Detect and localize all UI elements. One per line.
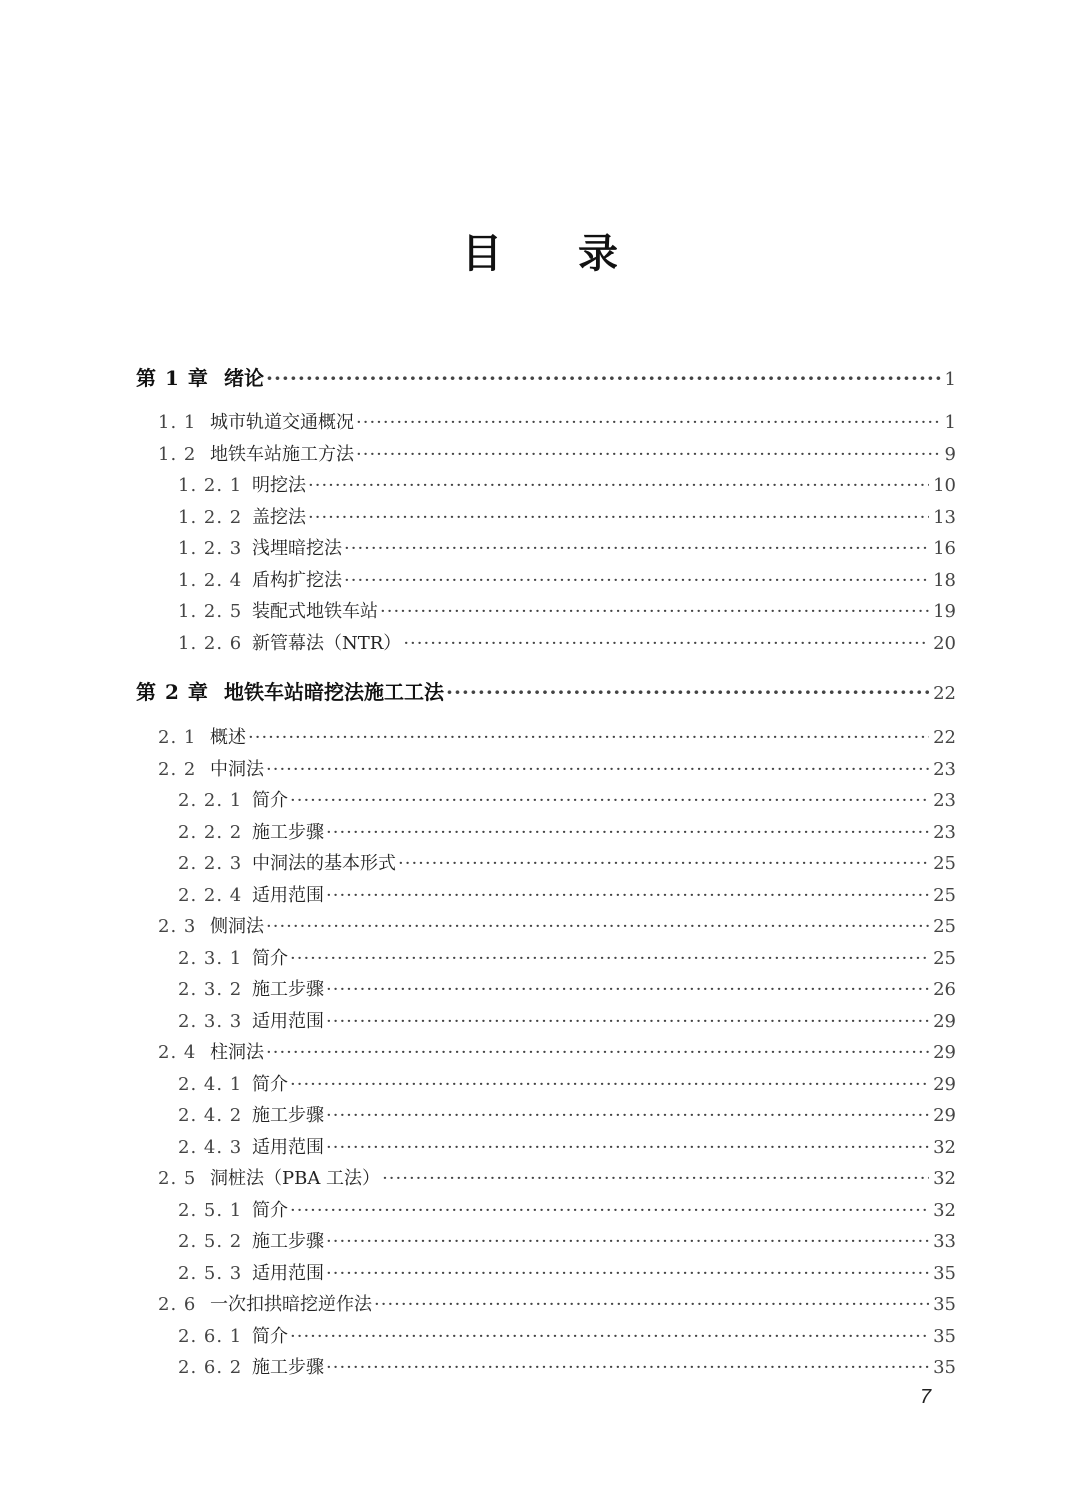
toc-page-number: 35 [933,1294,956,1315]
toc-entry-subsection [178,1322,956,1348]
toc-page-number: 25 [933,853,956,874]
toc-label: 地铁车站暗挖法施工工法 [224,680,444,704]
toc-page-number: 25 [933,916,956,937]
toc-page-number: 29 [933,1011,956,1032]
dot-leader [356,412,941,433]
dot-leader [326,885,929,906]
toc-label: 明挖法 [252,475,306,496]
dot-leader [326,1105,929,1126]
dot-leader [398,853,929,874]
toc-number: 2. 4. 2 [178,1105,243,1126]
toc-entry-subsection [178,629,956,655]
dot-leader [446,680,929,704]
toc-number: 2. 6. 2 [178,1357,243,1378]
dot-leader [290,948,929,969]
toc-number: 1. 2. 1 [178,475,243,496]
toc-label: 适用范围 [252,1263,324,1284]
toc-number: 2. 2. 1 [178,790,243,811]
toc-number: 2. 4. 3 [178,1137,243,1158]
toc-number: 2. 6 [158,1294,197,1315]
toc-page-number: 32 [933,1200,956,1221]
toc-page-number: 32 [933,1168,956,1189]
toc-page-number: 22 [933,727,956,748]
toc-entry-section [158,723,956,749]
toc-number: 2. 4. 1 [178,1074,243,1095]
toc-label: 装配式地铁车站 [252,601,378,622]
dot-leader [326,1263,929,1284]
toc-label: 施工步骤 [252,822,324,843]
dot-leader [266,759,929,780]
dot-leader [326,1137,929,1158]
toc-page-number: 25 [933,948,956,969]
toc-label: 施工步骤 [252,1105,324,1126]
dot-leader [290,1074,929,1095]
toc-number: 2. 5. 2 [178,1231,243,1252]
toc-entry-section [158,408,956,434]
toc-entry-subsection [178,975,956,1001]
toc-page-number: 35 [933,1263,956,1284]
dot-leader [403,633,929,654]
toc-entry-subsection [178,534,956,560]
toc-entry-subsection [178,818,956,844]
toc-number: 2. 3. 1 [178,948,243,969]
toc-label: 施工步骤 [252,1357,324,1378]
toc-label: 中洞法 [210,759,264,780]
toc-number: 2. 2. 4 [178,885,243,906]
dot-leader [326,1357,929,1378]
toc-entry-subsection [178,1353,956,1379]
toc-entry-subsection [178,1133,956,1159]
toc-page-number: 19 [933,601,956,622]
toc-number: 2. 4 [158,1042,197,1063]
dot-leader [326,1011,929,1032]
toc-page-number: 35 [933,1326,956,1347]
toc-label: 概述 [210,727,246,748]
toc-label: 简介 [252,1200,288,1221]
toc-page-number: 20 [933,633,956,654]
toc-page-number: 18 [933,570,956,591]
toc-number: 2. 3 [158,916,197,937]
toc-number: 1. 2. 2 [178,507,243,528]
toc-entry-subsection [178,471,956,497]
toc-entry-subsection [178,786,956,812]
toc-entry-chapter [136,362,956,391]
toc-page-number: 23 [933,790,956,811]
toc-label: 洞桩法（PBA 工法） [210,1168,381,1189]
toc-label: 中洞法的基本形式 [252,853,396,874]
toc-page-number: 23 [933,822,956,843]
toc-label: 简介 [252,948,288,969]
toc-entry-subsection [178,503,956,529]
toc-number: 2. 3. 3 [178,1011,243,1032]
page-number: 7 [920,1386,932,1408]
dot-leader [266,916,929,937]
dot-leader [308,475,929,496]
toc-entry-section [158,1164,956,1190]
toc-number: 1. 2. 5 [178,601,243,622]
toc-entry-section [158,1038,956,1064]
dot-leader [344,570,929,591]
toc-page-number: 35 [933,1357,956,1378]
toc-number: 第 1 章 [136,366,209,390]
toc-entry-section [158,1290,956,1316]
dot-leader [290,790,929,811]
toc-number: 1. 2. 4 [178,570,243,591]
toc-page-number: 29 [933,1042,956,1063]
toc-number: 2. 2 [158,759,197,780]
toc-entry-subsection [178,1070,956,1096]
toc-page-number: 32 [933,1137,956,1158]
toc-entry-subsection [178,597,956,623]
toc-number: 2. 5 [158,1168,197,1189]
page-title [0,222,1080,279]
toc-page-number: 25 [933,885,956,906]
dot-leader [374,1294,929,1315]
toc-label: 适用范围 [252,1011,324,1032]
toc-label: 盖挖法 [252,507,306,528]
toc-label: 简介 [252,1074,288,1095]
toc-page-number: 1 [944,412,956,433]
toc-entry-subsection [178,1196,956,1222]
toc-page-number: 13 [933,507,956,528]
dot-leader [248,727,929,748]
toc-label: 盾构扩挖法 [252,570,342,591]
toc-number: 2. 6. 1 [178,1326,243,1347]
toc-entry-subsection [178,881,956,907]
dot-leader [266,1042,929,1063]
dot-leader [326,822,929,843]
toc-label: 浅埋暗挖法 [252,538,342,559]
dot-leader [382,1168,929,1189]
dot-leader [308,507,929,528]
toc-number: 1. 2. 6 [178,633,243,654]
toc-label: 新管幕法（NTR） [252,633,402,654]
toc-number: 2. 2. 2 [178,822,243,843]
toc-label: 施工步骤 [252,979,324,1000]
toc-number: 1. 2 [158,444,197,465]
toc-label: 地铁车站施工方法 [210,444,354,465]
toc-entry-subsection [178,849,956,875]
toc-label: 适用范围 [252,885,324,906]
toc-entry-subsection [178,1101,956,1127]
toc-entry-section [158,755,956,781]
dot-leader [356,444,941,465]
toc-entry-subsection [178,1007,956,1033]
toc-page-number: 29 [933,1074,956,1095]
dot-leader [344,538,929,559]
toc-number: 2. 2. 3 [178,853,243,874]
dot-leader [266,366,941,390]
toc-entry-section [158,440,956,466]
toc-label: 城市轨道交通概况 [210,412,354,433]
toc-label: 适用范围 [252,1137,324,1158]
dot-leader [326,979,929,1000]
toc-page-number: 23 [933,759,956,780]
toc-label: 简介 [252,790,288,811]
dot-leader [326,1231,929,1252]
toc-label: 柱洞法 [210,1042,264,1063]
toc-entry-subsection [178,1259,956,1285]
toc-number: 2. 1 [158,727,197,748]
dot-leader [380,601,929,622]
toc-entry-subsection [178,944,956,970]
toc-entry-subsection [178,566,956,592]
toc-page-number: 16 [933,538,956,559]
dot-leader [290,1200,929,1221]
toc-page-number: 22 [933,683,956,704]
toc-label: 简介 [252,1326,288,1347]
toc-entry-chapter [136,676,956,705]
toc-number: 1. 1 [158,412,197,433]
toc-entry-section [158,912,956,938]
toc-label: 一次扣拱暗挖逆作法 [210,1294,372,1315]
toc-number: 1. 2. 3 [178,538,243,559]
toc-entry-subsection [178,1227,956,1253]
toc-number: 第 2 章 [136,680,209,704]
dot-leader [290,1326,929,1347]
toc-page-number: 1 [944,369,956,390]
toc-number: 2. 5. 3 [178,1263,243,1284]
toc-page-number: 29 [933,1105,956,1126]
toc-number: 2. 5. 1 [178,1200,243,1221]
toc-number: 2. 3. 2 [178,979,243,1000]
toc-page-number: 10 [933,475,956,496]
toc-page-number: 26 [933,979,956,1000]
toc-label: 绪论 [224,366,264,390]
toc-page-number: 33 [933,1231,956,1252]
toc-label: 侧洞法 [210,916,264,937]
toc-label: 施工步骤 [252,1231,324,1252]
title-char-1: 目 [462,230,503,277]
toc-page-number: 9 [944,444,956,465]
title-char-2: 录 [577,230,618,277]
